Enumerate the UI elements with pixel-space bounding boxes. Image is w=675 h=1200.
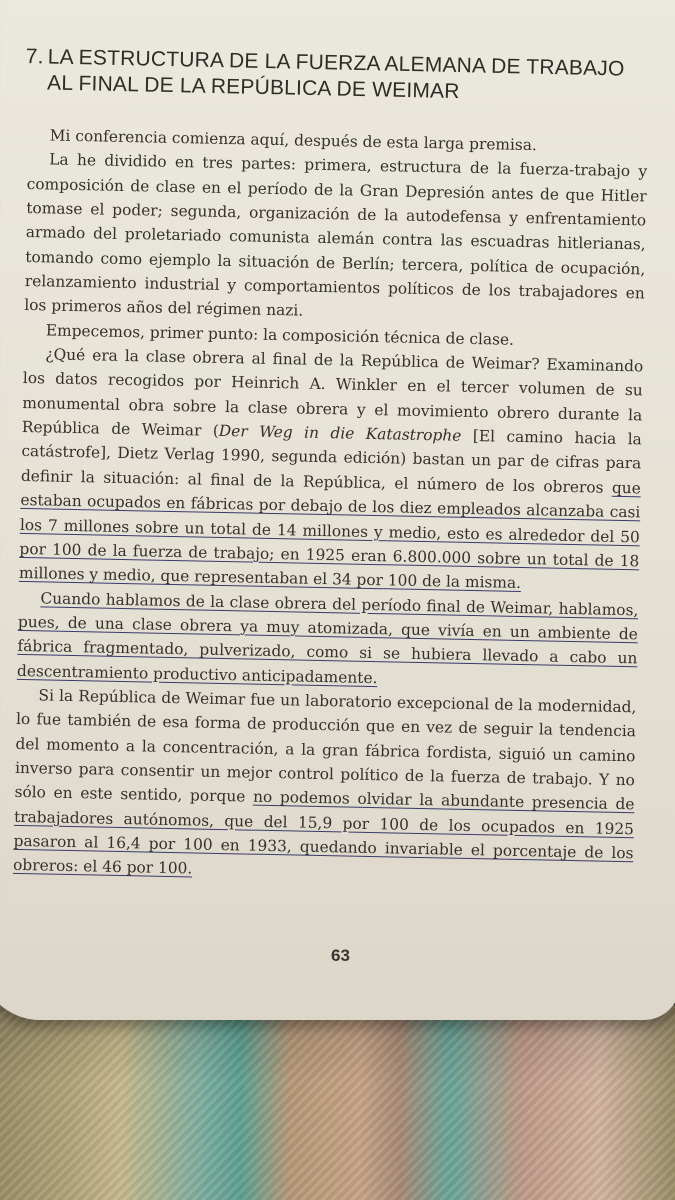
page-edge-shadow bbox=[0, 0, 2, 980]
body-text bbox=[13, 123, 648, 890]
chapter-title-line-2: AL FINAL DE LA REPÚBLICA DE WEIMAR bbox=[46, 71, 460, 104]
paragraph-6 bbox=[13, 683, 637, 890]
chapter-title-line-1: LA ESTRUCTURA DE LA FUERZA ALEMANA DE TRABAJO bbox=[47, 45, 625, 81]
book-title: Der Weg in die Katastrophe bbox=[218, 422, 462, 445]
paragraph-4-underlined: que estaban ocupados en fábricas por debajo de los diez empleados alcanzaba casi los 7 millones sobre un total de 14 millones y medio, esto es alrededor del 50 por 100 de la fuerza de trabajo; en 1925 eran 6.800.000 sobre un total de 18 millones y medio, que representaban el 34 por 100 de la misma. bbox=[18, 478, 641, 593]
paragraph-4 bbox=[19, 342, 644, 598]
page-number: 63 bbox=[331, 946, 350, 965]
paragraph-4-intro: ¿Qué era la clase obrera al final de la República de Weimar? Examinando los datos recogidos por Heinrich A. Winkler en el tercer volumen de su monumental obra sobre la clase obrera y el movimiento obrero durante la República de Weimar ( bbox=[21, 345, 644, 441]
paragraph-3: Empecemos, primer punto: la composición técnica de clase. bbox=[45, 321, 515, 349]
paragraph-2: La he dividido en tres partes: primera, estructura de la fuerza-trabajo y composición de clase en el período de la Gran Depresión antes de que Hitler tomase el poder; segunda, organización de la autodefensa y enfrentamiento armado del proletariado comunista alemán contra las escuadras hitlerianas, tomando como ejemplo la situación de Berlín; tercera, política de ocupación, relanzamiento industrial y comportamientos políticos de los trabajadores en los primeros años del régimen nazi. bbox=[24, 150, 648, 320]
paragraph-4-middle: [El camino hacia la catástrofe], Dietz Verlag 1990, segunda edición) bastan un par de cifras para definir la situación: al final de la República, el número de los obreros bbox=[20, 426, 642, 497]
paragraph-6-underlined: no podemos olvidar la abundante presencia de trabajadores autónomos, que del 15,9 por 100 de los ocupados en 1925 pasaron al 16,4 por 100 en 1933, quedando invariable el porcentaje de los obreros: el 46 por 100. bbox=[12, 787, 635, 878]
paragraph-5-underlined: Cuando hablamos de la clase obrera del período final de Weimar, hablamos, pues, de una clase obrera ya muy atomizada, que vivía en un ambiente de fábrica fragmentado, pulverizado, como si se hubiera llevado a cabo un descentramiento productivo anticipadamente. bbox=[16, 588, 639, 687]
paragraph-6-intro: Si la República de Weimar fue un laboratorio excepcional de la modernidad, lo fue también de esa forma de producción que en vez de seguir la tendencia del momento a la concentración, a la gran fábrica fordista, siguió un camino inverso para consentir un mejor control político de la fuerza de trabajo. Y no sólo en este sentido, porque bbox=[14, 686, 637, 806]
chapter-number: 7. bbox=[25, 44, 44, 69]
paragraph-1: Mi conferencia comienza aquí, después de esta larga premisa. bbox=[49, 126, 538, 155]
paragraph-5 bbox=[17, 585, 639, 695]
fabric-texture bbox=[0, 1005, 675, 1200]
